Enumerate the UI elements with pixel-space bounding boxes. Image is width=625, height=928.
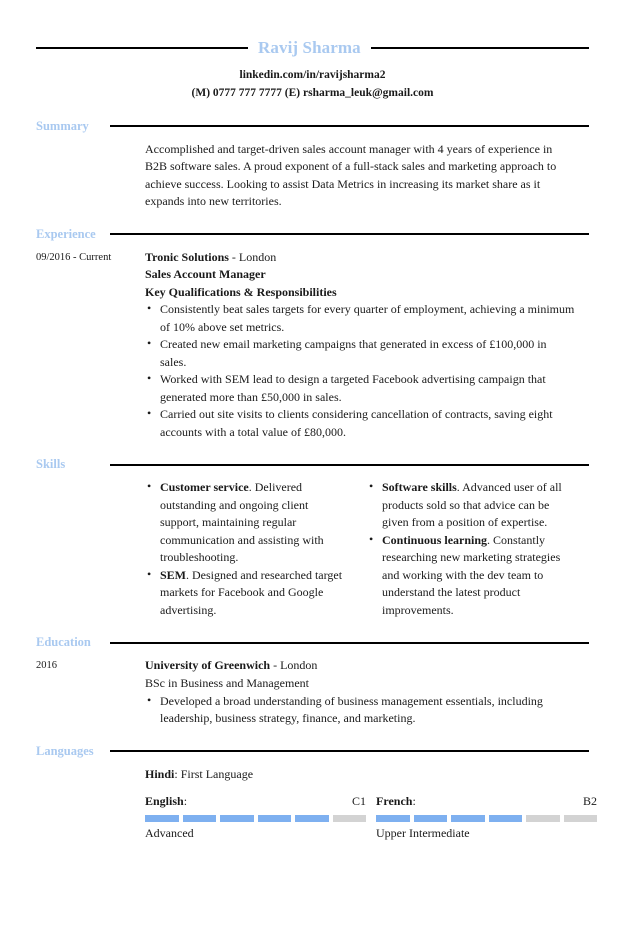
list-item: • Carried out site visits to clients considering cancellation of contracts, saving eight accounts with a total value of £80,000. xyxy=(145,406,575,441)
section-skills xyxy=(36,457,589,619)
experience-separator: - xyxy=(228,249,239,264)
bar-segment xyxy=(489,815,523,822)
contact-line: (M) 0777 777 7777 (E) rsharma_leuk@gmail.com xyxy=(191,86,434,99)
education-dates: 2016 xyxy=(36,660,57,672)
english-proficiency-bar xyxy=(145,815,366,822)
header-rule-right xyxy=(371,47,589,49)
list-item xyxy=(145,567,345,620)
education-separator: - xyxy=(270,658,281,673)
bar-segment xyxy=(333,815,367,822)
experience-details xyxy=(145,249,589,442)
experience-role: Sales Account Manager xyxy=(145,267,266,282)
skills-column-right xyxy=(367,479,567,619)
bar-segment xyxy=(414,815,448,822)
bar-segment xyxy=(526,815,560,822)
contact-block xyxy=(36,67,589,103)
list-item: • Worked with SEM lead to design a targeted Facebook advertising campaign that generated more than £50,000 in sales. xyxy=(145,371,575,406)
languages-rule xyxy=(110,750,589,752)
skill-text: . Advanced user of all products sold so that advice can be given from a position of expertise. xyxy=(382,480,562,530)
experience-location: London xyxy=(238,249,277,264)
education-heading xyxy=(36,635,589,650)
resume-header xyxy=(36,38,589,58)
skills-row xyxy=(36,479,589,619)
bar-segment xyxy=(451,815,485,822)
bar-segment xyxy=(183,815,217,822)
skills-list-left xyxy=(145,479,345,619)
experience-bullet-list xyxy=(145,301,575,441)
summary-text: Accomplished and target-driven sales account manager with 4 years of experience in B2B software sales. A proud exponent of a full-stack sales and marketing approach to achieve success. Looking to assist Data Metrics in increasing its market share as it expands into new territories. xyxy=(145,141,557,209)
french-head xyxy=(376,793,597,811)
first-language-line xyxy=(145,766,597,784)
english-head xyxy=(145,793,366,811)
skill-text: . Delivered outstanding and ongoing client support, maintaining regular communication and assisting with troubleshooting. xyxy=(160,480,324,565)
skill-label: Software skills xyxy=(382,480,457,495)
skills-list-right xyxy=(367,479,567,619)
bar-segment xyxy=(145,815,179,822)
languages-heading xyxy=(36,744,589,759)
education-degree: BSc in Business and Management xyxy=(145,676,309,690)
bar-segment xyxy=(295,815,329,822)
skills-date-col xyxy=(36,479,145,480)
list-item: • Created new email marketing campaigns that generated in excess of £100,000 in sales. xyxy=(145,336,575,371)
list-item xyxy=(367,532,567,620)
english-separator: : xyxy=(183,794,188,809)
english-description: Advanced xyxy=(145,825,194,840)
skill-label: Customer service xyxy=(160,480,249,495)
french-separator: : xyxy=(412,794,416,809)
resume-page xyxy=(0,38,625,842)
section-languages xyxy=(36,743,597,843)
experience-entry xyxy=(36,249,589,442)
languages-content xyxy=(145,766,597,843)
education-entry xyxy=(36,657,589,727)
french-level-code: B2 xyxy=(582,794,597,809)
french-proficiency-bar xyxy=(376,815,597,822)
skills-columns xyxy=(145,479,589,619)
english-name: English xyxy=(145,794,184,809)
skills-heading xyxy=(36,457,589,472)
languages-title: Languages xyxy=(36,743,94,758)
language-entry-english xyxy=(145,793,366,842)
section-experience xyxy=(36,227,589,442)
experience-rule xyxy=(110,233,589,235)
bar-segment xyxy=(258,815,292,822)
education-bullet-list xyxy=(145,693,589,728)
french-name: French xyxy=(376,794,413,809)
skill-text: . Constantly researching new marketing strategies and working with the dev team to understand the latest product improvements. xyxy=(382,532,561,617)
section-education xyxy=(36,635,589,727)
french-name-group xyxy=(376,793,416,811)
list-item: • Developed a broad understanding of business management essentials, including leadership, business strategy, finance, and marketing. xyxy=(145,693,589,728)
list-item xyxy=(367,479,567,532)
education-location: London xyxy=(280,658,318,673)
summary-date-col xyxy=(36,141,145,142)
english-level-code: C1 xyxy=(351,794,366,809)
experience-title: Experience xyxy=(36,226,96,241)
language-columns xyxy=(145,793,597,842)
experience-org-line xyxy=(145,249,589,267)
education-title: Education xyxy=(36,635,91,650)
first-language-value: First Language xyxy=(180,766,254,781)
skills-rule xyxy=(110,464,589,466)
language-entry-french xyxy=(376,793,597,842)
summary-title: Summary xyxy=(36,118,89,133)
education-org-line xyxy=(145,657,589,675)
first-language-separator: : xyxy=(174,766,181,781)
languages-row xyxy=(36,766,597,843)
list-item xyxy=(145,479,345,567)
french-description: Upper Intermediate xyxy=(376,825,470,840)
summary-rule xyxy=(110,125,589,127)
bar-segment xyxy=(376,815,410,822)
summary-heading xyxy=(36,119,589,134)
summary-content xyxy=(145,141,589,211)
languages-date-col xyxy=(36,766,145,767)
experience-organisation: Tronic Solutions xyxy=(145,249,229,264)
skill-text: . Designed and researched target markets for Facebook and Google advertising. xyxy=(160,567,343,617)
education-details xyxy=(145,657,589,727)
experience-dates: 09/2016 - Current xyxy=(36,251,112,263)
linkedin-url: linkedin.com/in/ravijsharma2 xyxy=(239,69,386,81)
skill-label: SEM xyxy=(160,567,187,582)
bar-segment xyxy=(564,815,598,822)
experience-subheading: Key Qualifications & Responsibilities xyxy=(145,284,337,299)
skills-title: Skills xyxy=(36,457,66,472)
skills-content xyxy=(145,479,589,619)
education-organisation: University of Greenwich xyxy=(145,658,271,673)
list-item: • Consistently beat sales targets for every quarter of employment, achieving a minimum of 10% above set metrics. xyxy=(145,301,575,336)
header-rule-left xyxy=(36,47,248,49)
english-name-group xyxy=(145,793,187,811)
first-language-name: Hindi xyxy=(145,766,175,781)
section-summary xyxy=(36,119,589,211)
summary-row xyxy=(36,141,589,211)
skill-label: Continuous learning xyxy=(382,532,488,547)
experience-heading xyxy=(36,227,589,242)
candidate-name: Ravij Sharma xyxy=(258,38,361,57)
bar-segment xyxy=(220,815,254,822)
education-rule xyxy=(110,642,589,644)
skills-column-left xyxy=(145,479,345,619)
